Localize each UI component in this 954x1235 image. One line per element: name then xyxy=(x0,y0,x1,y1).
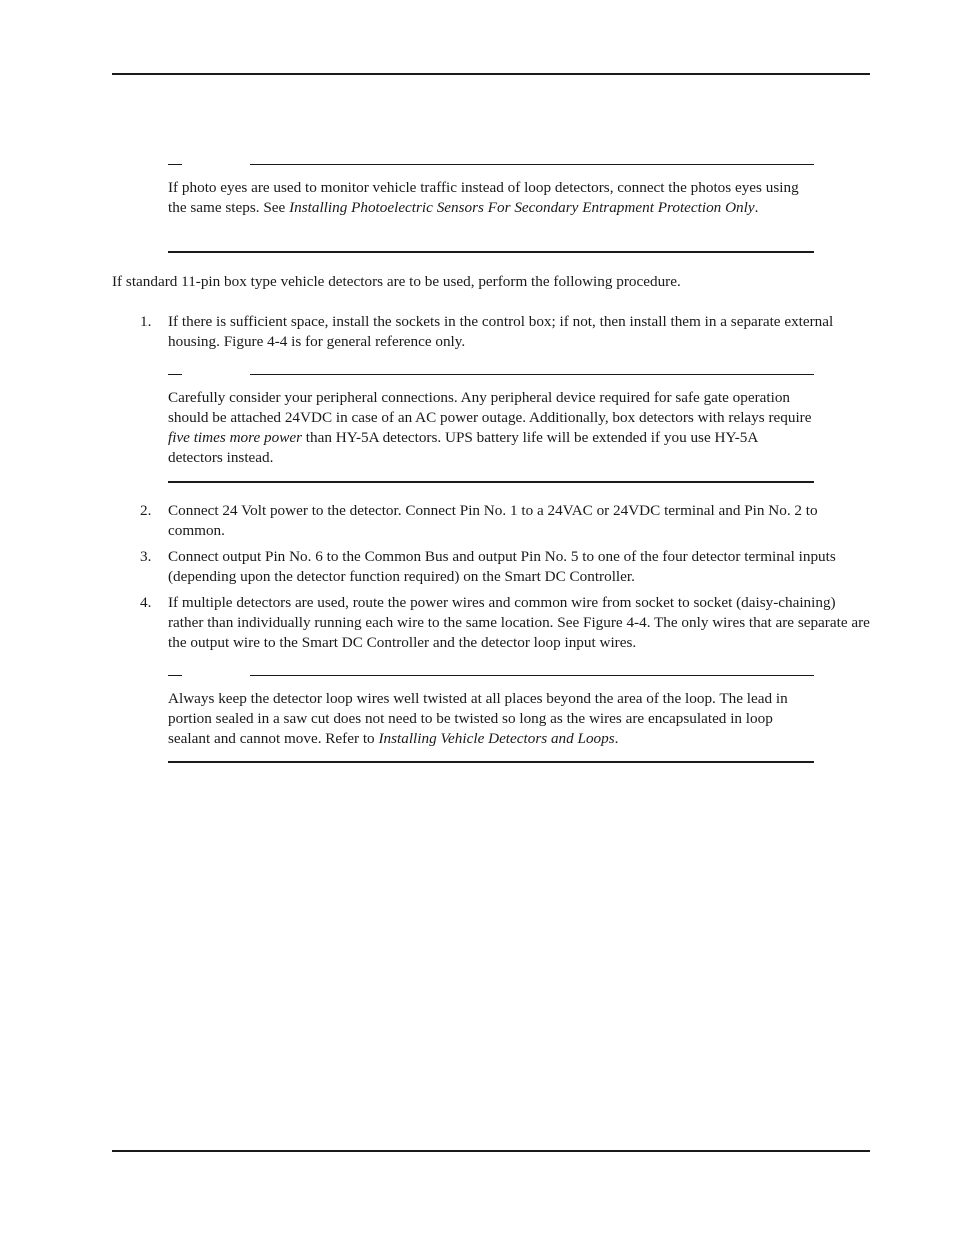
note-line xyxy=(250,164,814,165)
note-emphasis-text: five times more power xyxy=(168,429,302,446)
note-text-part: Always keep the detector loop wires well twisted at all places beyond the area of the loop. The lead in portion sealed in a saw cut does not need to be twisted so long as the wires are encapsulated in loop sealant and cannot move. Refer to xyxy=(168,690,788,747)
note-link-text: Installing Vehicle Detectors and Loops xyxy=(378,730,615,747)
step-number: 3. xyxy=(140,548,152,565)
footer-rule xyxy=(112,1150,870,1152)
note-tick xyxy=(168,164,182,165)
note-link-text: Installing Photoelectric Sensors For Secondary Entrapment Protection Only xyxy=(289,199,755,216)
note-text xyxy=(168,689,814,749)
note-line xyxy=(250,374,814,375)
note-text-part: . xyxy=(754,199,759,216)
step-number: 1. xyxy=(140,313,152,330)
intro-paragraph: If standard 11-pin box type vehicle detectors are to be used, perform the following procedure. xyxy=(112,273,681,290)
step-text: If multiple detectors are used, route the power wires and common wire from socket to socket (daisy-chaining) rather than individually running each wire to the same location. See Figure 4-4. The only wires that are separate are the output wire to the Smart DC Controller and the detector loop input wires. xyxy=(168,594,870,651)
step-number: 4. xyxy=(140,594,152,611)
note-header-rule xyxy=(168,675,814,677)
note-text-part: than HY-5A detectors. UPS battery life will be extended if you use HY-5A detectors instead. xyxy=(168,429,758,466)
step-3 xyxy=(112,547,870,587)
note-peripheral-connections xyxy=(168,374,814,468)
step-1 xyxy=(112,312,870,352)
note-tick xyxy=(168,374,182,375)
step-number: 2. xyxy=(140,502,152,519)
note-text-part: If photo eyes are used to monitor vehicle traffic instead of loop detectors, connect the photos eyes using the same steps. See xyxy=(168,179,799,216)
note-text-part: Carefully consider your peripheral connections. Any peripheral device required for safe gate operation should be attached 24VDC in case of an AC power outage. Additionally, box detectors with relays require xyxy=(168,389,812,426)
step-2 xyxy=(112,501,870,541)
note-header-rule xyxy=(168,374,814,376)
note-text-part: . xyxy=(614,730,619,747)
note-footer-rule xyxy=(168,481,814,483)
step-text: Connect 24 Volt power to the detector. Connect Pin No. 1 to a 24VAC or 24VDC terminal and Pin No. 2 to common. xyxy=(168,502,818,539)
header-rule xyxy=(112,73,870,75)
step-4 xyxy=(112,593,870,653)
note-photo-eyes xyxy=(168,164,814,218)
note-text xyxy=(168,178,814,218)
note-footer-rule xyxy=(168,761,814,763)
note-loop-wires xyxy=(168,675,814,749)
note-tick xyxy=(168,675,182,676)
note-footer-rule xyxy=(168,251,814,253)
step-text: Connect output Pin No. 6 to the Common Bus and output Pin No. 5 to one of the four detector terminal inputs (depending upon the detector function required) on the Smart DC Controller. xyxy=(168,548,836,585)
note-header-rule xyxy=(168,164,814,166)
step-text: If there is sufficient space, install the sockets in the control box; if not, then install them in a separate external housing. Figure 4-4 is for general reference only. xyxy=(168,313,834,350)
note-text xyxy=(168,388,814,468)
note-line xyxy=(250,675,814,676)
